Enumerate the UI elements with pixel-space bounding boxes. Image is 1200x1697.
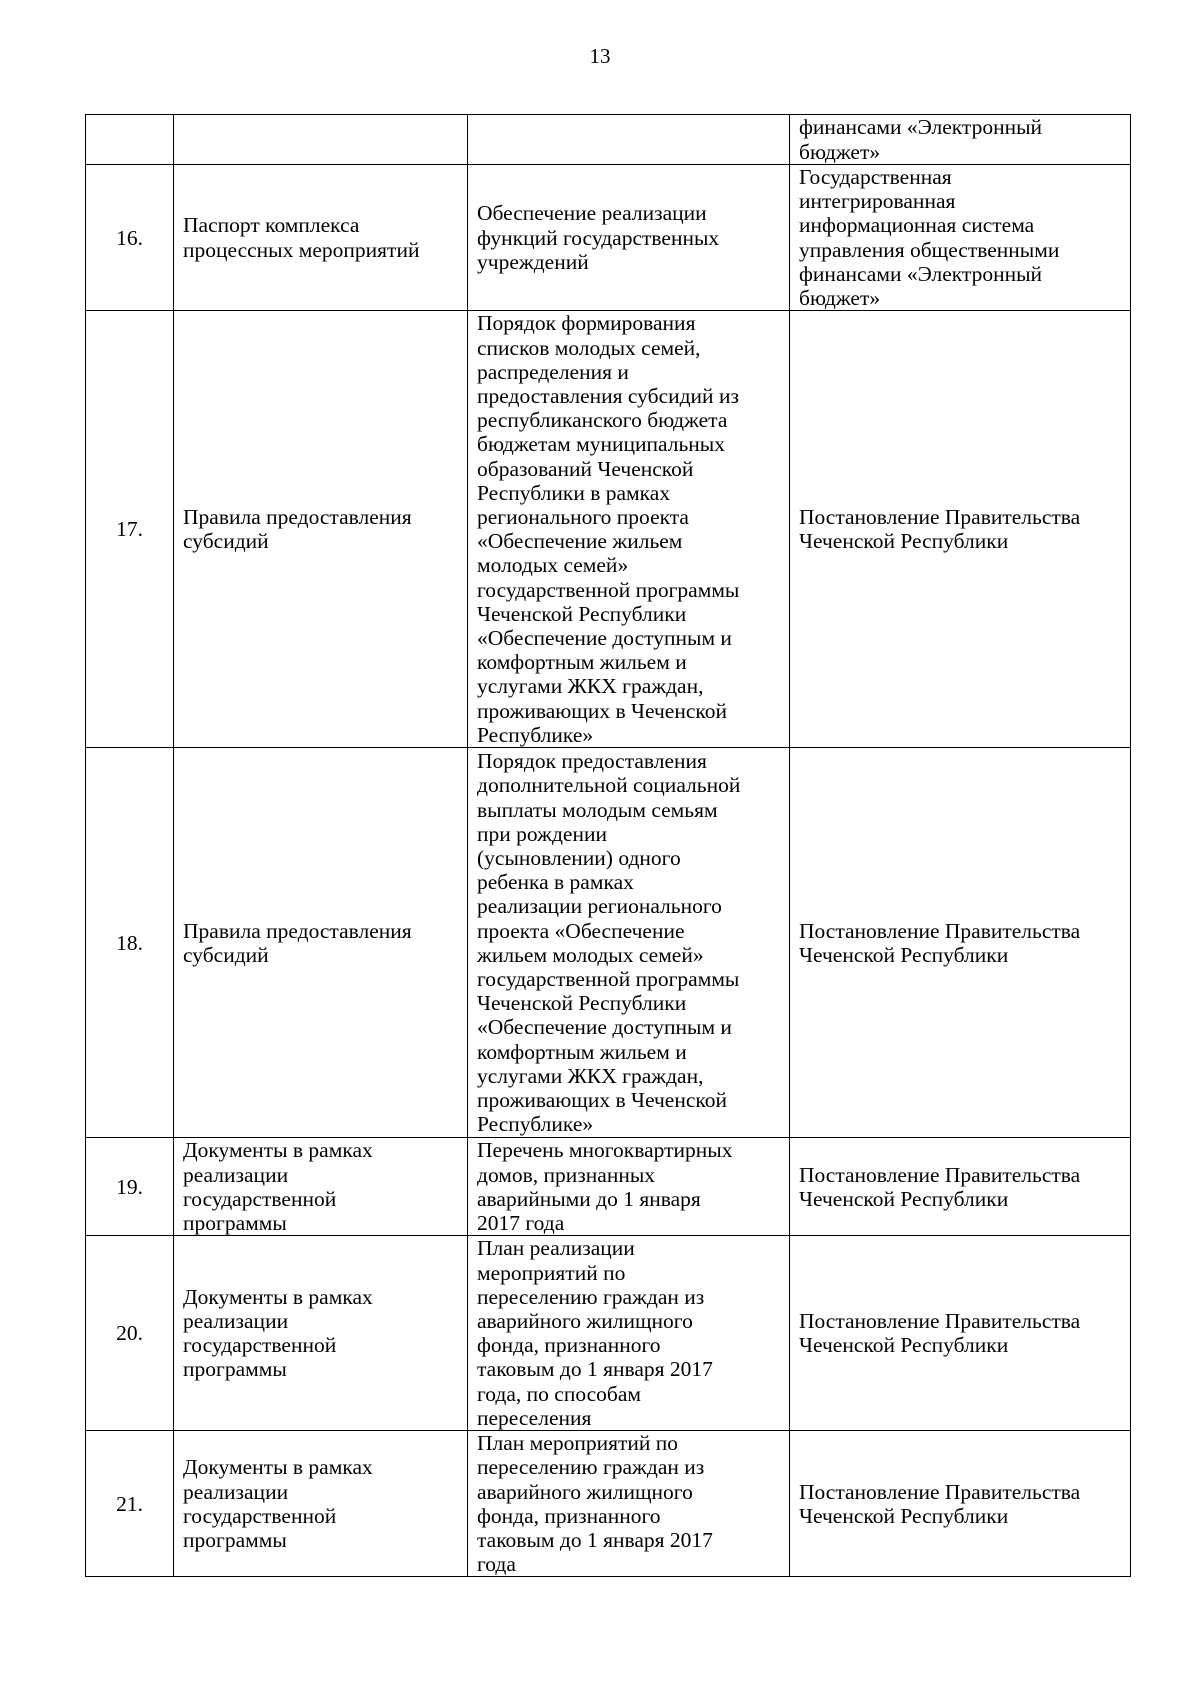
row-number: 19. <box>86 1138 174 1236</box>
document-type: Правила предоставления субсидий <box>174 748 468 1138</box>
page-number: 13 <box>589 44 611 68</box>
row-number: 21. <box>86 1431 174 1577</box>
document-title: Порядок формирования списков молодых семей, распределения и предоставления субсидий из республиканского бюджета бюджетам муниципальных образований Чеченской Республики в рамках регионального проекта «Обеспечение жильем молодых семей» государственной программы Чеченской Республики «Обеспечение доступным и комфортным жильем и услугами ЖКХ граждан, проживающих в Чеченской Республике» <box>468 311 790 748</box>
table-row <box>86 1431 1131 1577</box>
document-title: Порядок предоставления дополнительной социальной выплаты молодым семьям при рождении (усыновлении) одного ребенка в рамках реализации регионального проекта «Обеспечение жильем молодых семей» государственной программы Чеченской Республики «Обеспечение доступным и комфортным жильем и услугами ЖКХ граждан, проживающих в Чеченской Республике» <box>468 748 790 1138</box>
document-form: Постановление Правительства Чеченской Республики <box>790 311 1131 748</box>
document-type: Документы в рамках реализации государственной программы <box>174 1236 468 1431</box>
document-type: Документы в рамках реализации государственной программы <box>174 1431 468 1577</box>
document-type: Правила предоставления субсидий <box>174 311 468 748</box>
document-form: финансами «Электронный бюджет» <box>790 115 1131 165</box>
document-title <box>468 115 790 165</box>
document-form: Постановление Правительства Чеченской Республики <box>790 1236 1131 1431</box>
row-number: 20. <box>86 1236 174 1431</box>
document-title: План мероприятий по переселению граждан из аварийного жилищного фонда, признанного таковым до 1 января 2017 года <box>468 1431 790 1577</box>
table-row <box>86 311 1131 748</box>
table-row <box>86 1236 1131 1431</box>
row-number: 17. <box>86 311 174 748</box>
documents-table <box>85 114 1131 1577</box>
document-form: Постановление Правительства Чеченской Республики <box>790 1431 1131 1577</box>
document-type: Документы в рамках реализации государственной программы <box>174 1138 468 1236</box>
document-title: Обеспечение реализации функций государственных учреждений <box>468 165 790 311</box>
document-title: Перечень многоквартирных домов, признанных аварийными до 1 января 2017 года <box>468 1138 790 1236</box>
table-row <box>86 1138 1131 1236</box>
document-form: Постановление Правительства Чеченской Республики <box>790 748 1131 1138</box>
document-form: Постановление Правительства Чеченской Республики <box>790 1138 1131 1236</box>
row-number <box>86 115 174 165</box>
document-form: Государственная интегрированная информационная система управления общественными финансами «Электронный бюджет» <box>790 165 1131 311</box>
document-type <box>174 115 468 165</box>
table-row <box>86 115 1131 165</box>
document-type: Паспорт комплекса процессных мероприятий <box>174 165 468 311</box>
table-row <box>86 748 1131 1138</box>
table-row <box>86 165 1131 311</box>
row-number: 16. <box>86 165 174 311</box>
document-title: План реализации мероприятий по переселению граждан из аварийного жилищного фонда, признанного таковым до 1 января 2017 года, по способам переселения <box>468 1236 790 1431</box>
row-number: 18. <box>86 748 174 1138</box>
